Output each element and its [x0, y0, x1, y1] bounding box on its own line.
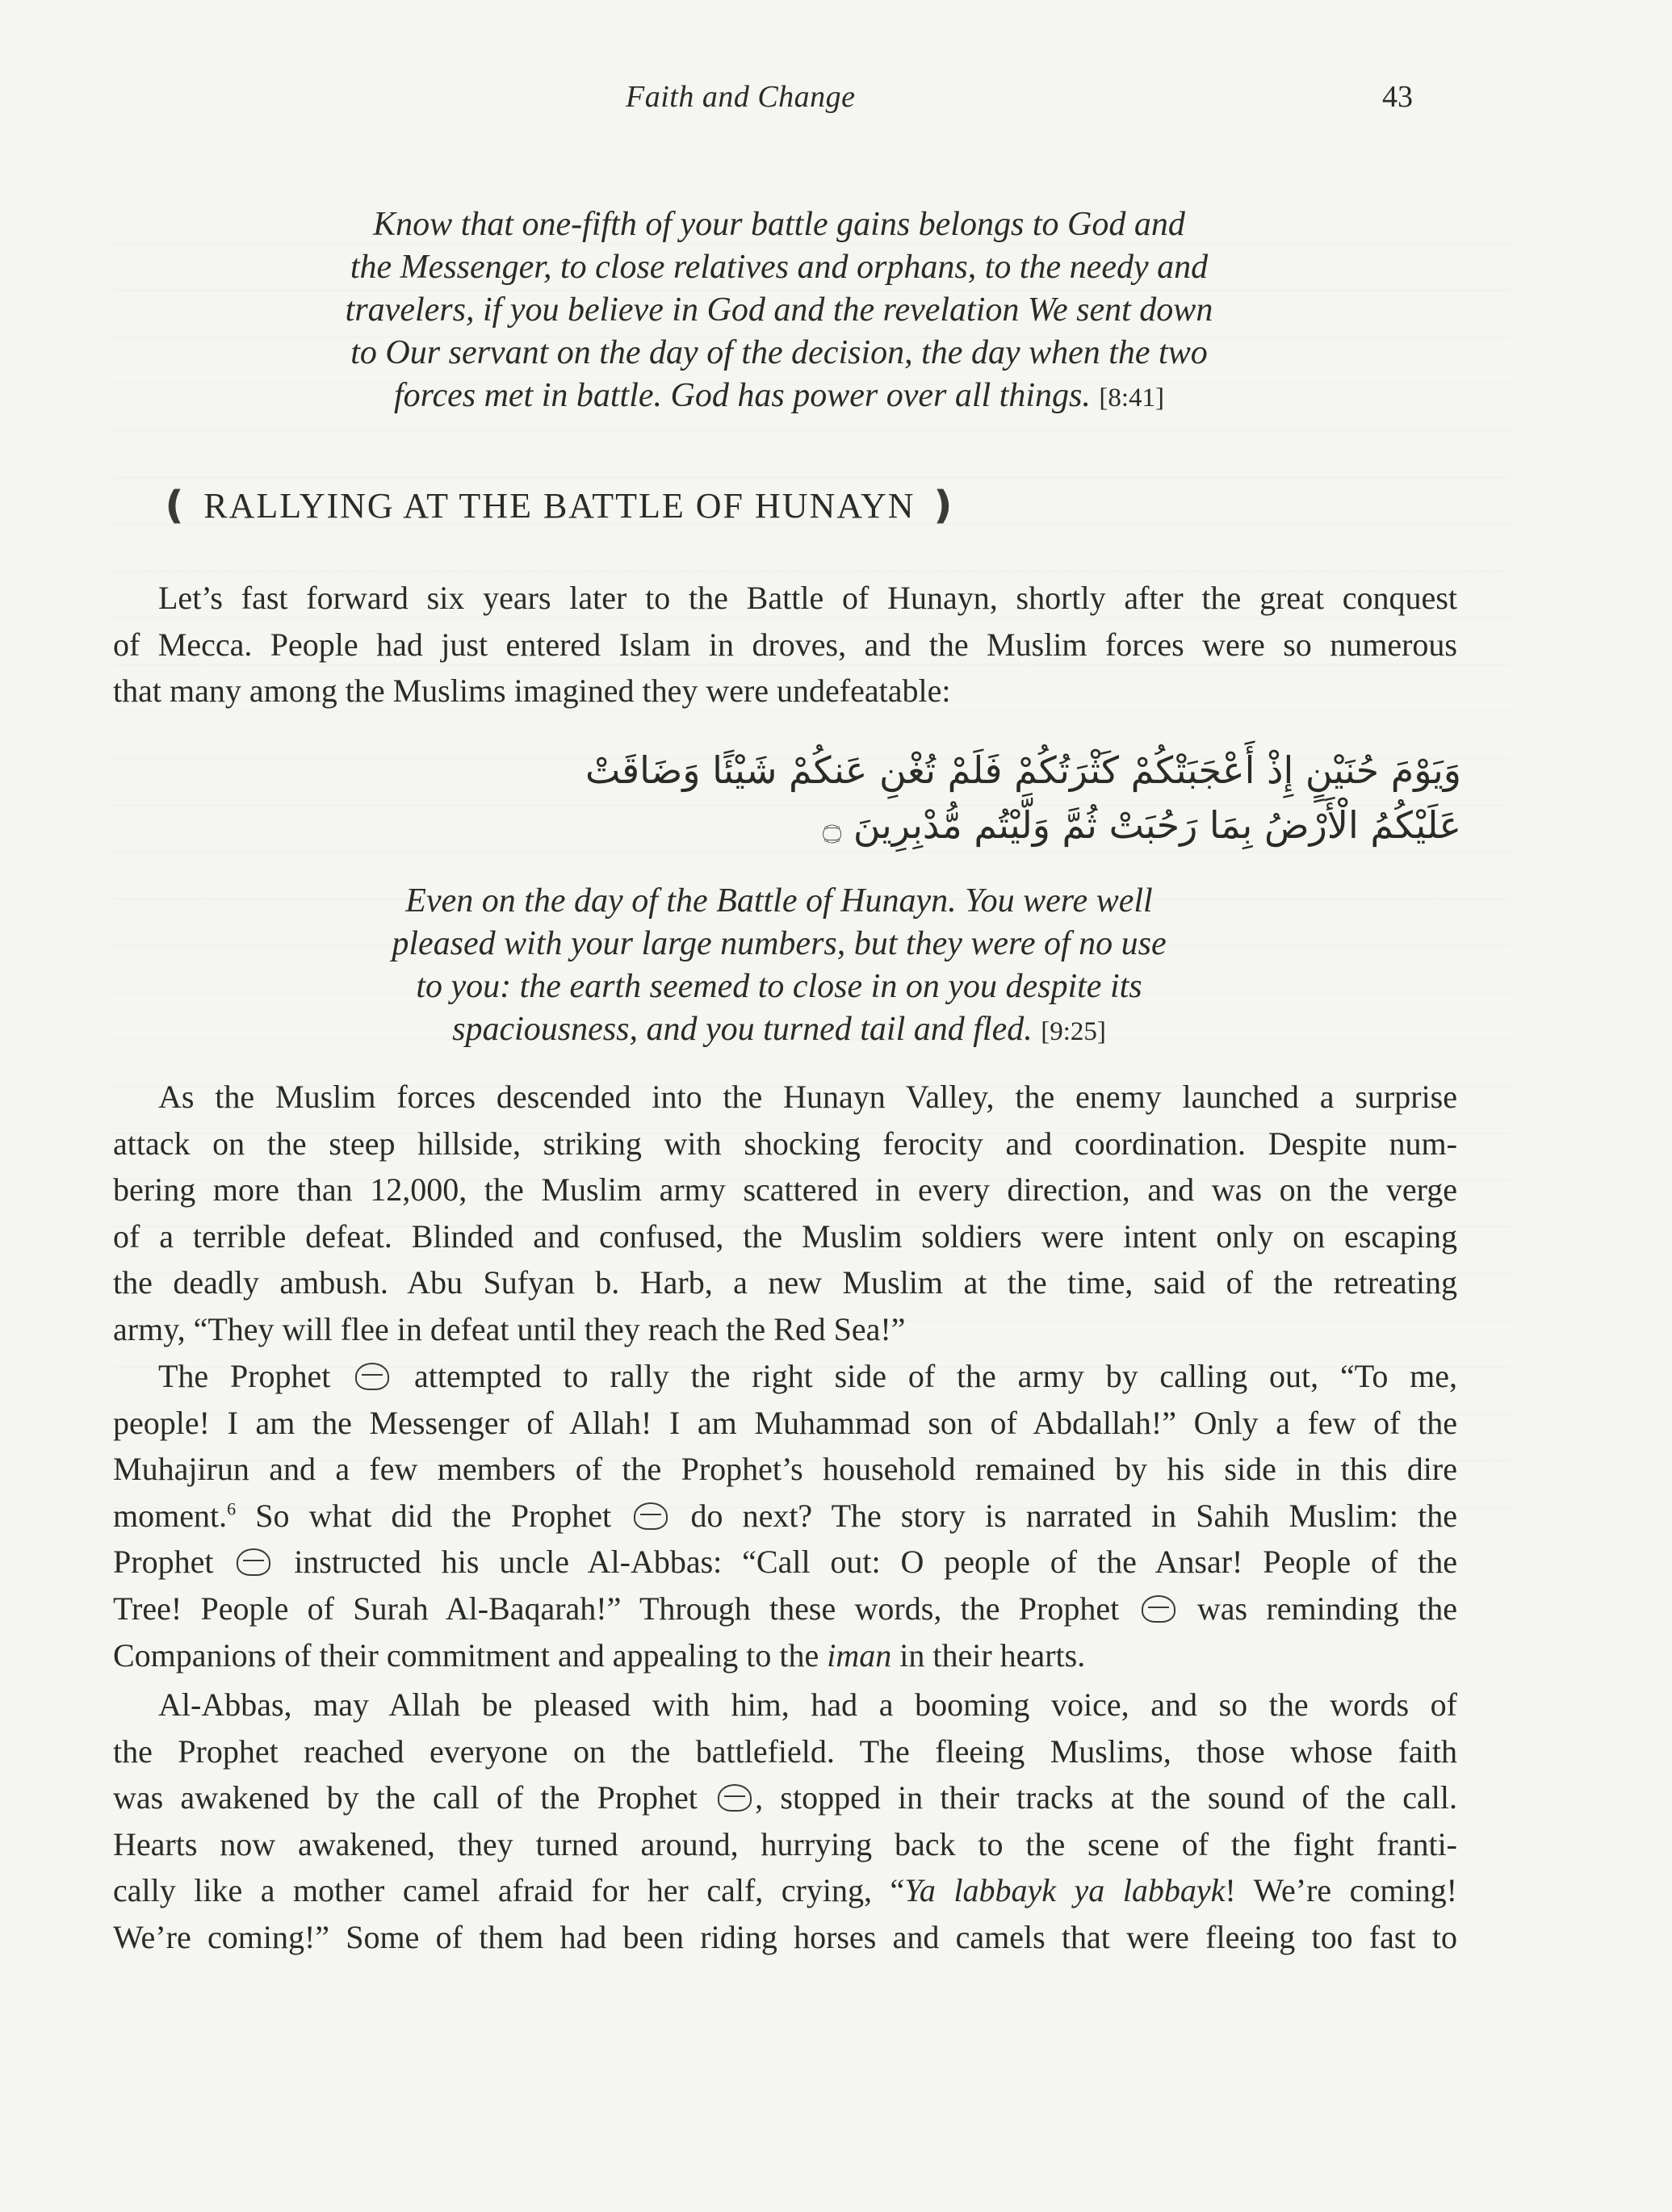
text-line: was awakened by the call of the Prophet , stopped in their tracks at the sound of the call. — [113, 1779, 1457, 1816]
quote-line: pleased with your large numbers, but they were of no use — [392, 925, 1167, 962]
text-line: army, “They will flee in defeat until they reach the Red Sea!” — [113, 1310, 906, 1347]
text-line: people! I am the Messenger of Allah! I am Muhammad son of Abdallah!” Only a few of the — [113, 1404, 1457, 1441]
text-line: cally like a mother camel afraid for her calf, crying, “Ya labbayk ya labbayk! We’re coming! — [113, 1872, 1457, 1909]
arabic-verse — [404, 743, 1461, 855]
text-line: of a terrible defeat. Blinded and confused, the Muslim soldiers were intent only on escaping — [113, 1217, 1457, 1255]
page-number: 43 — [1382, 80, 1413, 114]
text-line: As the Muslim forces descended into the Hunayn Valley, the enemy launched a surprise — [158, 1079, 1457, 1115]
quote-line: forces met in battle. God has power over all things. [8:41] — [393, 377, 1165, 414]
text-line: bering more than 12,000, the Muslim army scattered in every direction, and was on the verge — [113, 1171, 1457, 1209]
running-title: Faith and Change — [626, 80, 856, 114]
text-line: attack on the steep hillside, striking with shocking ferocity and coordination. Despite num- — [113, 1125, 1457, 1162]
italic-term: iman — [827, 1636, 892, 1674]
section-title: RALLYING AT THE BATTLE OF HUNAYN — [203, 485, 916, 526]
text-line: Companions of their commitment and appealing to the iman in their hearts. — [113, 1636, 1086, 1674]
text-line: Prophet instructed his uncle Al-Abbas: “Call out: O people of the Ansar! People of the — [113, 1544, 1458, 1581]
text-line: Muhajirun and a few members of the Prophet’s household remained by his side in this dire — [113, 1451, 1457, 1488]
arabic-line-2: عَلَيْكُمُ الْأَرْضُ بِمَا رَحُبَتْ ثُمَّ وَلَّيْتُم مُّدْبِرِينَ ۝ — [822, 803, 1461, 847]
text-line: moment.$^6$ So what did the Prophet do next? The story is narrated in Sahih Muslim: the — [113, 1497, 1458, 1534]
section-heading — [158, 483, 961, 528]
running-head — [0, 79, 1672, 128]
arabic-line-1: وَيَوْمَ حُنَيْنٍ إِذْ أَعْجَبَتْكُمْ كَثْرَتُكُمْ فَلَمْ تُغْنِ عَنكُمْ شَيْئًا وَضَاقَتْ — [585, 748, 1461, 792]
verse-reference: [9:25] — [1041, 1017, 1106, 1046]
salawat-icon — [237, 1548, 270, 1576]
text-line: Al-Abbas, may Allah be pleased with him, had a booming voice, and so the words of — [158, 1686, 1457, 1723]
paragraph-2 — [113, 1074, 1457, 1353]
verse-reference: [8:41] — [1099, 383, 1165, 413]
salawat-icon — [355, 1363, 389, 1390]
ornament-left-icon: ❪ — [158, 484, 193, 527]
text-line: The Prophet attempted to rally the right side of the army by calling out, “To me, — [158, 1358, 1458, 1394]
quote-line: travelers, if you believe in God and the revelation We sent down — [345, 291, 1213, 329]
quran-translation-9-25 — [161, 880, 1397, 1054]
quote-line: to Our servant on the day of the decision, the day when the two — [350, 334, 1208, 371]
text-line: that many among the Muslims imagined they were undefeatable: — [113, 672, 951, 710]
text-line: Hearts now awakened, they turned around, hurrying back to the scene of the fight franti- — [113, 1825, 1457, 1862]
salawat-icon — [718, 1784, 752, 1812]
quote-line: Even on the day of the Battle of Hunayn. You were well — [405, 882, 1153, 920]
italic-term: Ya labbayk ya labbayk — [904, 1872, 1226, 1909]
paragraph-4 — [113, 1682, 1457, 1961]
quote-line: spaciousness, and you turned tail and fled. [9:25] — [452, 1011, 1106, 1048]
paragraph-1 — [113, 575, 1457, 714]
text-line: We’re coming!” Some of them had been riding horses and camels that were fleeing too fast to — [113, 1918, 1457, 1955]
salawat-icon — [634, 1502, 668, 1530]
ayah-marker-icon: ۝ — [822, 809, 842, 846]
quran-translation-8-41 — [161, 203, 1397, 420]
text-line: the Prophet reached everyone on the battlefield. The fleeing Muslims, those whose faith — [113, 1732, 1457, 1770]
text-line: of Mecca. People had just entered Islam in droves, and the Muslim forces were so numerous — [113, 626, 1457, 663]
quote-line: the Messenger, to close relatives and orphans, to the needy and — [350, 249, 1209, 286]
text-line: Tree! People of Surah Al-Baqarah!” Through these words, the Prophet was reminding the — [113, 1590, 1457, 1627]
paragraph-3 — [113, 1353, 1457, 1678]
text-line: Let’s fast forward six years later to the Battle of Hunayn, shortly after the great conquest — [158, 580, 1457, 616]
quote-line: Know that one-fifth of your battle gains belongs to God and — [373, 206, 1185, 243]
salawat-icon — [1142, 1595, 1175, 1623]
text-line: the deadly ambush. Abu Sufyan b. Harb, a new Muslim at the time, said of the retreating — [113, 1264, 1457, 1301]
footnote-marker: 6 — [227, 1498, 237, 1519]
ornament-right-icon: ❫ — [926, 484, 961, 527]
quote-line: to you: the earth seemed to close in on you despite its — [416, 968, 1142, 1005]
